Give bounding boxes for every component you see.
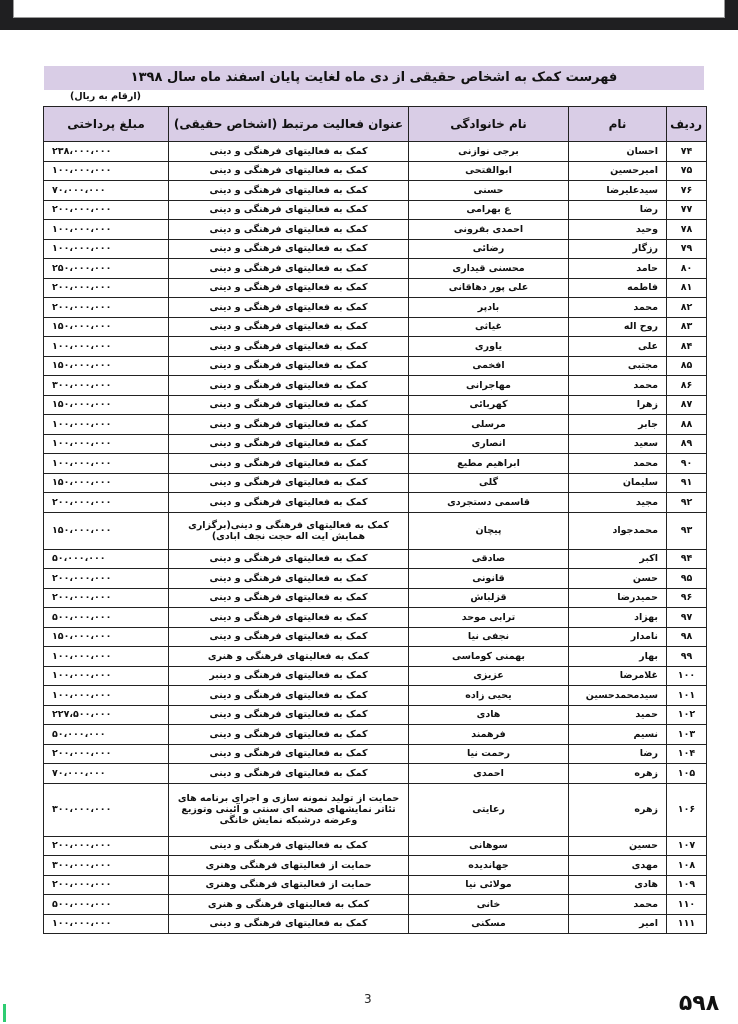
row-last-name: سوهانی bbox=[409, 836, 569, 856]
row-last-name: یاوری bbox=[409, 337, 569, 357]
row-amount: ۱۰۰،۰۰۰،۰۰۰ bbox=[44, 434, 169, 454]
row-amount: ۱۰۰،۰۰۰،۰۰۰ bbox=[44, 220, 169, 240]
row-first-name: سلیمان bbox=[569, 473, 667, 493]
row-first-name: بهزاد bbox=[569, 608, 667, 628]
row-index: ۸۷ bbox=[667, 395, 707, 415]
header-amount: مبلغ پرداختی bbox=[44, 107, 169, 142]
table-row bbox=[44, 856, 707, 876]
row-last-name: پیچان bbox=[409, 512, 569, 549]
row-last-name: قزلباش bbox=[409, 588, 569, 608]
row-first-name: رضا bbox=[569, 744, 667, 764]
row-amount: ۳۰۰،۰۰۰،۰۰۰ bbox=[44, 376, 169, 396]
row-amount: ۱۰۰،۰۰۰،۰۰۰ bbox=[44, 647, 169, 667]
row-first-name: زهره bbox=[569, 783, 667, 836]
table-row bbox=[44, 686, 707, 706]
table-row bbox=[44, 142, 707, 162]
row-amount: ۲۰۰،۰۰۰،۰۰۰ bbox=[44, 569, 169, 589]
row-index: ۹۳ bbox=[667, 512, 707, 549]
row-last-name: رحمت نیا bbox=[409, 744, 569, 764]
row-activity: کمک به فعالیتهای فرهنگی و دینی bbox=[169, 161, 409, 181]
header-last-name: نام خانوادگی bbox=[409, 107, 569, 142]
row-first-name: اکبر bbox=[569, 549, 667, 569]
row-activity: کمک به فعالیتهای فرهنگی و دینی bbox=[169, 259, 409, 279]
row-first-name: علی bbox=[569, 337, 667, 357]
row-activity: کمک به فعالیتهای فرهنگی و دینی bbox=[169, 725, 409, 745]
row-last-name: قاسمی دستجردی bbox=[409, 493, 569, 513]
row-last-name: ابوالفتحی bbox=[409, 161, 569, 181]
row-index: ۹۷ bbox=[667, 608, 707, 628]
row-index: ۸۲ bbox=[667, 298, 707, 318]
table-row bbox=[44, 161, 707, 181]
row-index: ۱۰۷ bbox=[667, 836, 707, 856]
row-first-name: هادی bbox=[569, 875, 667, 895]
row-activity: کمک به فعالیتهای فرهنگی و دینی bbox=[169, 454, 409, 474]
row-last-name: علی پور دهاقانی bbox=[409, 278, 569, 298]
row-last-name: نجفی نیا bbox=[409, 627, 569, 647]
row-index: ۱۰۹ bbox=[667, 875, 707, 895]
row-amount: ۵۰۰،۰۰۰،۰۰۰ bbox=[44, 608, 169, 628]
row-last-name: یحیی زاده bbox=[409, 686, 569, 706]
row-index: ۷۷ bbox=[667, 200, 707, 220]
page-title: فهرست کمک به اشخاص حقیقی از دی ماه لغایت پایان اسفند ماه سال ۱۳۹۸ bbox=[44, 66, 704, 90]
header-first-name: نام bbox=[569, 107, 667, 142]
row-index: ۱۰۰ bbox=[667, 666, 707, 686]
table-row bbox=[44, 783, 707, 836]
row-last-name: گلی bbox=[409, 473, 569, 493]
row-index: ۷۵ bbox=[667, 161, 707, 181]
row-amount: ۱۵۰،۰۰۰،۰۰۰ bbox=[44, 512, 169, 549]
row-amount: ۲۰۰،۰۰۰،۰۰۰ bbox=[44, 836, 169, 856]
row-first-name: حمیدرضا bbox=[569, 588, 667, 608]
row-first-name: فاطمه bbox=[569, 278, 667, 298]
row-first-name: مجید bbox=[569, 493, 667, 513]
row-activity: کمک به فعالیتهای فرهنگی و دینی bbox=[169, 278, 409, 298]
row-amount: ۱۰۰،۰۰۰،۰۰۰ bbox=[44, 415, 169, 435]
row-amount: ۵۰،۰۰۰،۰۰۰ bbox=[44, 725, 169, 745]
row-last-name: ع بهرامی bbox=[409, 200, 569, 220]
row-index: ۹۶ bbox=[667, 588, 707, 608]
table-row bbox=[44, 666, 707, 686]
row-first-name: حسین bbox=[569, 836, 667, 856]
row-index: ۱۰۸ bbox=[667, 856, 707, 876]
row-amount: ۳۰۰،۰۰۰،۰۰۰ bbox=[44, 783, 169, 836]
row-amount: ۲۰۰،۰۰۰،۰۰۰ bbox=[44, 744, 169, 764]
row-activity: کمک به فعالیتهای فرهنگی و دینی bbox=[169, 298, 409, 318]
row-last-name: رضائی bbox=[409, 239, 569, 259]
row-index: ۹۸ bbox=[667, 627, 707, 647]
row-first-name: رزگار bbox=[569, 239, 667, 259]
row-first-name: امیرحسین bbox=[569, 161, 667, 181]
row-activity: کمک به فعالیتهای فرهنگی و هنری bbox=[169, 647, 409, 667]
table-row bbox=[44, 914, 707, 934]
row-last-name: صادقی bbox=[409, 549, 569, 569]
row-index: ۹۹ bbox=[667, 647, 707, 667]
row-last-name: رعایتی bbox=[409, 783, 569, 836]
row-first-name: نامدار bbox=[569, 627, 667, 647]
table-row bbox=[44, 181, 707, 201]
row-activity: کمک به فعالیتهای فرهنگی و دینی(برگزاری همایش ایت اله حجت نجف ابادی) bbox=[169, 512, 409, 549]
row-index: ۹۲ bbox=[667, 493, 707, 513]
row-first-name: امیر bbox=[569, 914, 667, 934]
table-row bbox=[44, 317, 707, 337]
row-first-name: سیدمحمدحسین bbox=[569, 686, 667, 706]
row-amount: ۱۰۰،۰۰۰،۰۰۰ bbox=[44, 686, 169, 706]
row-first-name: محمدجواد bbox=[569, 512, 667, 549]
table-row bbox=[44, 473, 707, 493]
row-index: ۱۰۵ bbox=[667, 764, 707, 784]
row-index: ۸۹ bbox=[667, 434, 707, 454]
row-activity: کمک به فعالیتهای فرهنگی و دینی bbox=[169, 705, 409, 725]
table-row bbox=[44, 588, 707, 608]
row-last-name: کهربائی bbox=[409, 395, 569, 415]
table-row bbox=[44, 895, 707, 915]
row-activity: کمک به فعالیتهای فرهنگی و دینبر bbox=[169, 666, 409, 686]
row-last-name: احمدی bbox=[409, 764, 569, 784]
row-index: ۷۹ bbox=[667, 239, 707, 259]
row-last-name: مهاجرانی bbox=[409, 376, 569, 396]
row-index: ۸۵ bbox=[667, 356, 707, 376]
row-amount: ۱۵۰،۰۰۰،۰۰۰ bbox=[44, 395, 169, 415]
row-last-name: انصاری bbox=[409, 434, 569, 454]
row-first-name: روح اله bbox=[569, 317, 667, 337]
row-first-name: بهار bbox=[569, 647, 667, 667]
row-index: ۹۰ bbox=[667, 454, 707, 474]
table-row bbox=[44, 608, 707, 628]
row-index: ۱۱۰ bbox=[667, 895, 707, 915]
row-amount: ۱۰۰،۰۰۰،۰۰۰ bbox=[44, 161, 169, 181]
row-activity: کمک به فعالیتهای فرهنگی و دینی bbox=[169, 200, 409, 220]
row-activity: کمک به فعالیتهای فرهنگی و دینی bbox=[169, 764, 409, 784]
row-index: ۷۶ bbox=[667, 181, 707, 201]
row-amount: ۲۰۰،۰۰۰،۰۰۰ bbox=[44, 875, 169, 895]
page-number: 3 bbox=[364, 992, 372, 1006]
row-amount: ۵۰،۰۰۰،۰۰۰ bbox=[44, 549, 169, 569]
row-index: ۸۰ bbox=[667, 259, 707, 279]
row-activity: کمک به فعالیتهای فرهنگی و دینی bbox=[169, 415, 409, 435]
row-amount: ۱۰۰،۰۰۰،۰۰۰ bbox=[44, 914, 169, 934]
row-index: ۱۰۴ bbox=[667, 744, 707, 764]
row-index: ۸۸ bbox=[667, 415, 707, 435]
row-last-name: جهاندیده bbox=[409, 856, 569, 876]
row-activity: حمایت از تولید نمونه سازی و اجرای برنامه های تئاتر نمایشهای صحنه ای سنتی و آئینی وتوزیع وعرضه درشبکه نمایش خانگی bbox=[169, 783, 409, 836]
row-amount: ۲۰۰،۰۰۰،۰۰۰ bbox=[44, 200, 169, 220]
table-row bbox=[44, 454, 707, 474]
row-amount: ۱۰۰،۰۰۰،۰۰۰ bbox=[44, 337, 169, 357]
row-first-name: حامد bbox=[569, 259, 667, 279]
watermark-logo-icon bbox=[664, 984, 734, 1022]
previous-page-edge bbox=[13, 0, 725, 18]
row-last-name: هادی bbox=[409, 705, 569, 725]
row-first-name: زهرا bbox=[569, 395, 667, 415]
row-activity: کمک به فعالیتهای فرهنگی و دینی bbox=[169, 142, 409, 162]
row-first-name: وحید bbox=[569, 220, 667, 240]
row-activity: کمک به فعالیتهای فرهنگی و دینی bbox=[169, 493, 409, 513]
row-first-name: رضا bbox=[569, 200, 667, 220]
row-amount: ۱۵۰،۰۰۰،۰۰۰ bbox=[44, 317, 169, 337]
row-amount: ۲۰۰،۰۰۰،۰۰۰ bbox=[44, 298, 169, 318]
row-index: ۱۰۲ bbox=[667, 705, 707, 725]
row-first-name: سیدعلیرضا bbox=[569, 181, 667, 201]
row-amount: ۱۰۰،۰۰۰،۰۰۰ bbox=[44, 454, 169, 474]
row-index: ۷۴ bbox=[667, 142, 707, 162]
row-last-name: حسنی bbox=[409, 181, 569, 201]
row-first-name: جابر bbox=[569, 415, 667, 435]
table-row bbox=[44, 493, 707, 513]
table-row bbox=[44, 725, 707, 745]
table-row bbox=[44, 647, 707, 667]
row-amount: ۲۰۰،۰۰۰،۰۰۰ bbox=[44, 588, 169, 608]
row-activity: کمک به فعالیتهای فرهنگی و دینی bbox=[169, 744, 409, 764]
table-header-row bbox=[44, 107, 707, 142]
row-amount: ۱۰۰،۰۰۰،۰۰۰ bbox=[44, 239, 169, 259]
row-amount: ۳۰۰،۰۰۰،۰۰۰ bbox=[44, 856, 169, 876]
row-activity: کمک به فعالیتهای فرهنگی و دینی bbox=[169, 317, 409, 337]
row-last-name: عزیزی bbox=[409, 666, 569, 686]
row-last-name: بهمنی کوماسی bbox=[409, 647, 569, 667]
table-row bbox=[44, 395, 707, 415]
row-first-name: احسان bbox=[569, 142, 667, 162]
table-row bbox=[44, 627, 707, 647]
row-amount: ۲۲۷،۵۰۰،۰۰۰ bbox=[44, 705, 169, 725]
row-first-name: حمید bbox=[569, 705, 667, 725]
table-row bbox=[44, 278, 707, 298]
row-activity: کمک به فعالیتهای فرهنگی و دینی bbox=[169, 608, 409, 628]
row-first-name: غلامرضا bbox=[569, 666, 667, 686]
row-last-name: احمدی بفرونی bbox=[409, 220, 569, 240]
row-index: ۱۰۶ bbox=[667, 783, 707, 836]
row-amount: ۱۵۰،۰۰۰،۰۰۰ bbox=[44, 627, 169, 647]
table-row bbox=[44, 764, 707, 784]
table-row bbox=[44, 337, 707, 357]
row-first-name: محمد bbox=[569, 454, 667, 474]
row-activity: کمک به فعالیتهای فرهنگی و دینی bbox=[169, 220, 409, 240]
row-activity: کمک به فعالیتهای فرهنگی و دینی bbox=[169, 914, 409, 934]
table-body bbox=[44, 142, 707, 934]
row-last-name: ترابی موحد bbox=[409, 608, 569, 628]
row-index: ۱۰۱ bbox=[667, 686, 707, 706]
table-row bbox=[44, 705, 707, 725]
row-amount: ۵۰۰،۰۰۰،۰۰۰ bbox=[44, 895, 169, 915]
row-last-name: محسنی قیداری bbox=[409, 259, 569, 279]
row-amount: ۲۰۰،۰۰۰،۰۰۰ bbox=[44, 493, 169, 513]
table-row bbox=[44, 549, 707, 569]
row-activity: حمایت از فعالیتهای فرهنگی وهنری bbox=[169, 856, 409, 876]
row-last-name: بادپر bbox=[409, 298, 569, 318]
row-first-name: محمد bbox=[569, 895, 667, 915]
row-first-name: محمد bbox=[569, 376, 667, 396]
row-last-name: افخمی bbox=[409, 356, 569, 376]
table-row bbox=[44, 220, 707, 240]
row-index: ۱۱۱ bbox=[667, 914, 707, 934]
row-first-name: سعید bbox=[569, 434, 667, 454]
row-last-name: برجی نوازنی bbox=[409, 142, 569, 162]
row-activity: کمک به فعالیتهای فرهنگی و دینی bbox=[169, 356, 409, 376]
row-first-name: حسن bbox=[569, 569, 667, 589]
row-activity: کمک به فعالیتهای فرهنگی و دینی bbox=[169, 569, 409, 589]
row-first-name: زهره bbox=[569, 764, 667, 784]
row-last-name: مرسلی bbox=[409, 415, 569, 435]
row-index: ۹۴ bbox=[667, 549, 707, 569]
row-last-name: فرهمند bbox=[409, 725, 569, 745]
row-activity: کمک به فعالیتهای فرهنگی و دینی bbox=[169, 588, 409, 608]
table-row bbox=[44, 434, 707, 454]
table-row bbox=[44, 356, 707, 376]
table-row bbox=[44, 836, 707, 856]
row-amount: ۱۰۰،۰۰۰،۰۰۰ bbox=[44, 666, 169, 686]
row-amount: ۲۳۸،۰۰۰،۰۰۰ bbox=[44, 142, 169, 162]
row-index: ۸۴ bbox=[667, 337, 707, 357]
header-idx: ردیف bbox=[667, 107, 707, 142]
table-row bbox=[44, 259, 707, 279]
units-note: (ارقام به ریال) bbox=[70, 91, 141, 102]
row-first-name: مجتبی bbox=[569, 356, 667, 376]
row-first-name: نسیم bbox=[569, 725, 667, 745]
row-amount: ۲۰۰،۰۰۰،۰۰۰ bbox=[44, 278, 169, 298]
row-index: ۹۱ bbox=[667, 473, 707, 493]
row-index: ۸۳ bbox=[667, 317, 707, 337]
row-amount: ۷۰،۰۰۰،۰۰۰ bbox=[44, 181, 169, 201]
table-row bbox=[44, 239, 707, 259]
header-activity: عنوان فعالیت مرتبط (اشخاص حقیقی) bbox=[169, 107, 409, 142]
row-activity: حمایت از فعالیتهای فرهنگی وهنری bbox=[169, 875, 409, 895]
payments-table bbox=[43, 106, 707, 934]
row-index: ۱۰۳ bbox=[667, 725, 707, 745]
table-row bbox=[44, 569, 707, 589]
row-activity: کمک به فعالیتهای فرهنگی و دینی bbox=[169, 434, 409, 454]
row-index: ۹۵ bbox=[667, 569, 707, 589]
watermark-accent-bar bbox=[3, 1004, 6, 1022]
table-row bbox=[44, 415, 707, 435]
table-row bbox=[44, 200, 707, 220]
row-last-name: قانونی bbox=[409, 569, 569, 589]
row-index: ۸۱ bbox=[667, 278, 707, 298]
row-activity: کمک به فعالیتهای فرهنگی و دینی bbox=[169, 836, 409, 856]
row-index: ۸۶ bbox=[667, 376, 707, 396]
row-last-name: خانی bbox=[409, 895, 569, 915]
row-activity: کمک به فعالیتهای فرهنگی و دینی bbox=[169, 686, 409, 706]
row-activity: کمک به فعالیتهای فرهنگی و دینی bbox=[169, 549, 409, 569]
row-amount: ۷۰،۰۰۰،۰۰۰ bbox=[44, 764, 169, 784]
row-activity: کمک به فعالیتهای فرهنگی و دینی bbox=[169, 395, 409, 415]
table-row bbox=[44, 298, 707, 318]
row-amount: ۱۵۰،۰۰۰،۰۰۰ bbox=[44, 473, 169, 493]
row-activity: کمک به فعالیتهای فرهنگی و دینی bbox=[169, 473, 409, 493]
row-activity: کمک به فعالیتهای فرهنگی و هنری bbox=[169, 895, 409, 915]
row-last-name: مولائی نیا bbox=[409, 875, 569, 895]
table-row bbox=[44, 875, 707, 895]
row-first-name: محمد bbox=[569, 298, 667, 318]
row-activity: کمک به فعالیتهای فرهنگی و دینی bbox=[169, 337, 409, 357]
row-index: ۷۸ bbox=[667, 220, 707, 240]
row-last-name: غیاثی bbox=[409, 317, 569, 337]
row-amount: ۲۵۰،۰۰۰،۰۰۰ bbox=[44, 259, 169, 279]
row-activity: کمک به فعالیتهای فرهنگی و دینی bbox=[169, 181, 409, 201]
table-row bbox=[44, 512, 707, 549]
watermark-site: 598.ir bbox=[9, 1004, 55, 1019]
row-last-name: مسکنی bbox=[409, 914, 569, 934]
row-first-name: مهدی bbox=[569, 856, 667, 876]
row-last-name: ابراهیم مطیع bbox=[409, 454, 569, 474]
logo-text: ۵۹۸ bbox=[678, 991, 720, 1016]
table-row bbox=[44, 376, 707, 396]
row-activity: کمک به فعالیتهای فرهنگی و دینی bbox=[169, 627, 409, 647]
table-row bbox=[44, 744, 707, 764]
row-activity: کمک به فعالیتهای فرهنگی و دینی bbox=[169, 239, 409, 259]
row-amount: ۱۵۰،۰۰۰،۰۰۰ bbox=[44, 356, 169, 376]
row-activity: کمک به فعالیتهای فرهنگی و دینی bbox=[169, 376, 409, 396]
